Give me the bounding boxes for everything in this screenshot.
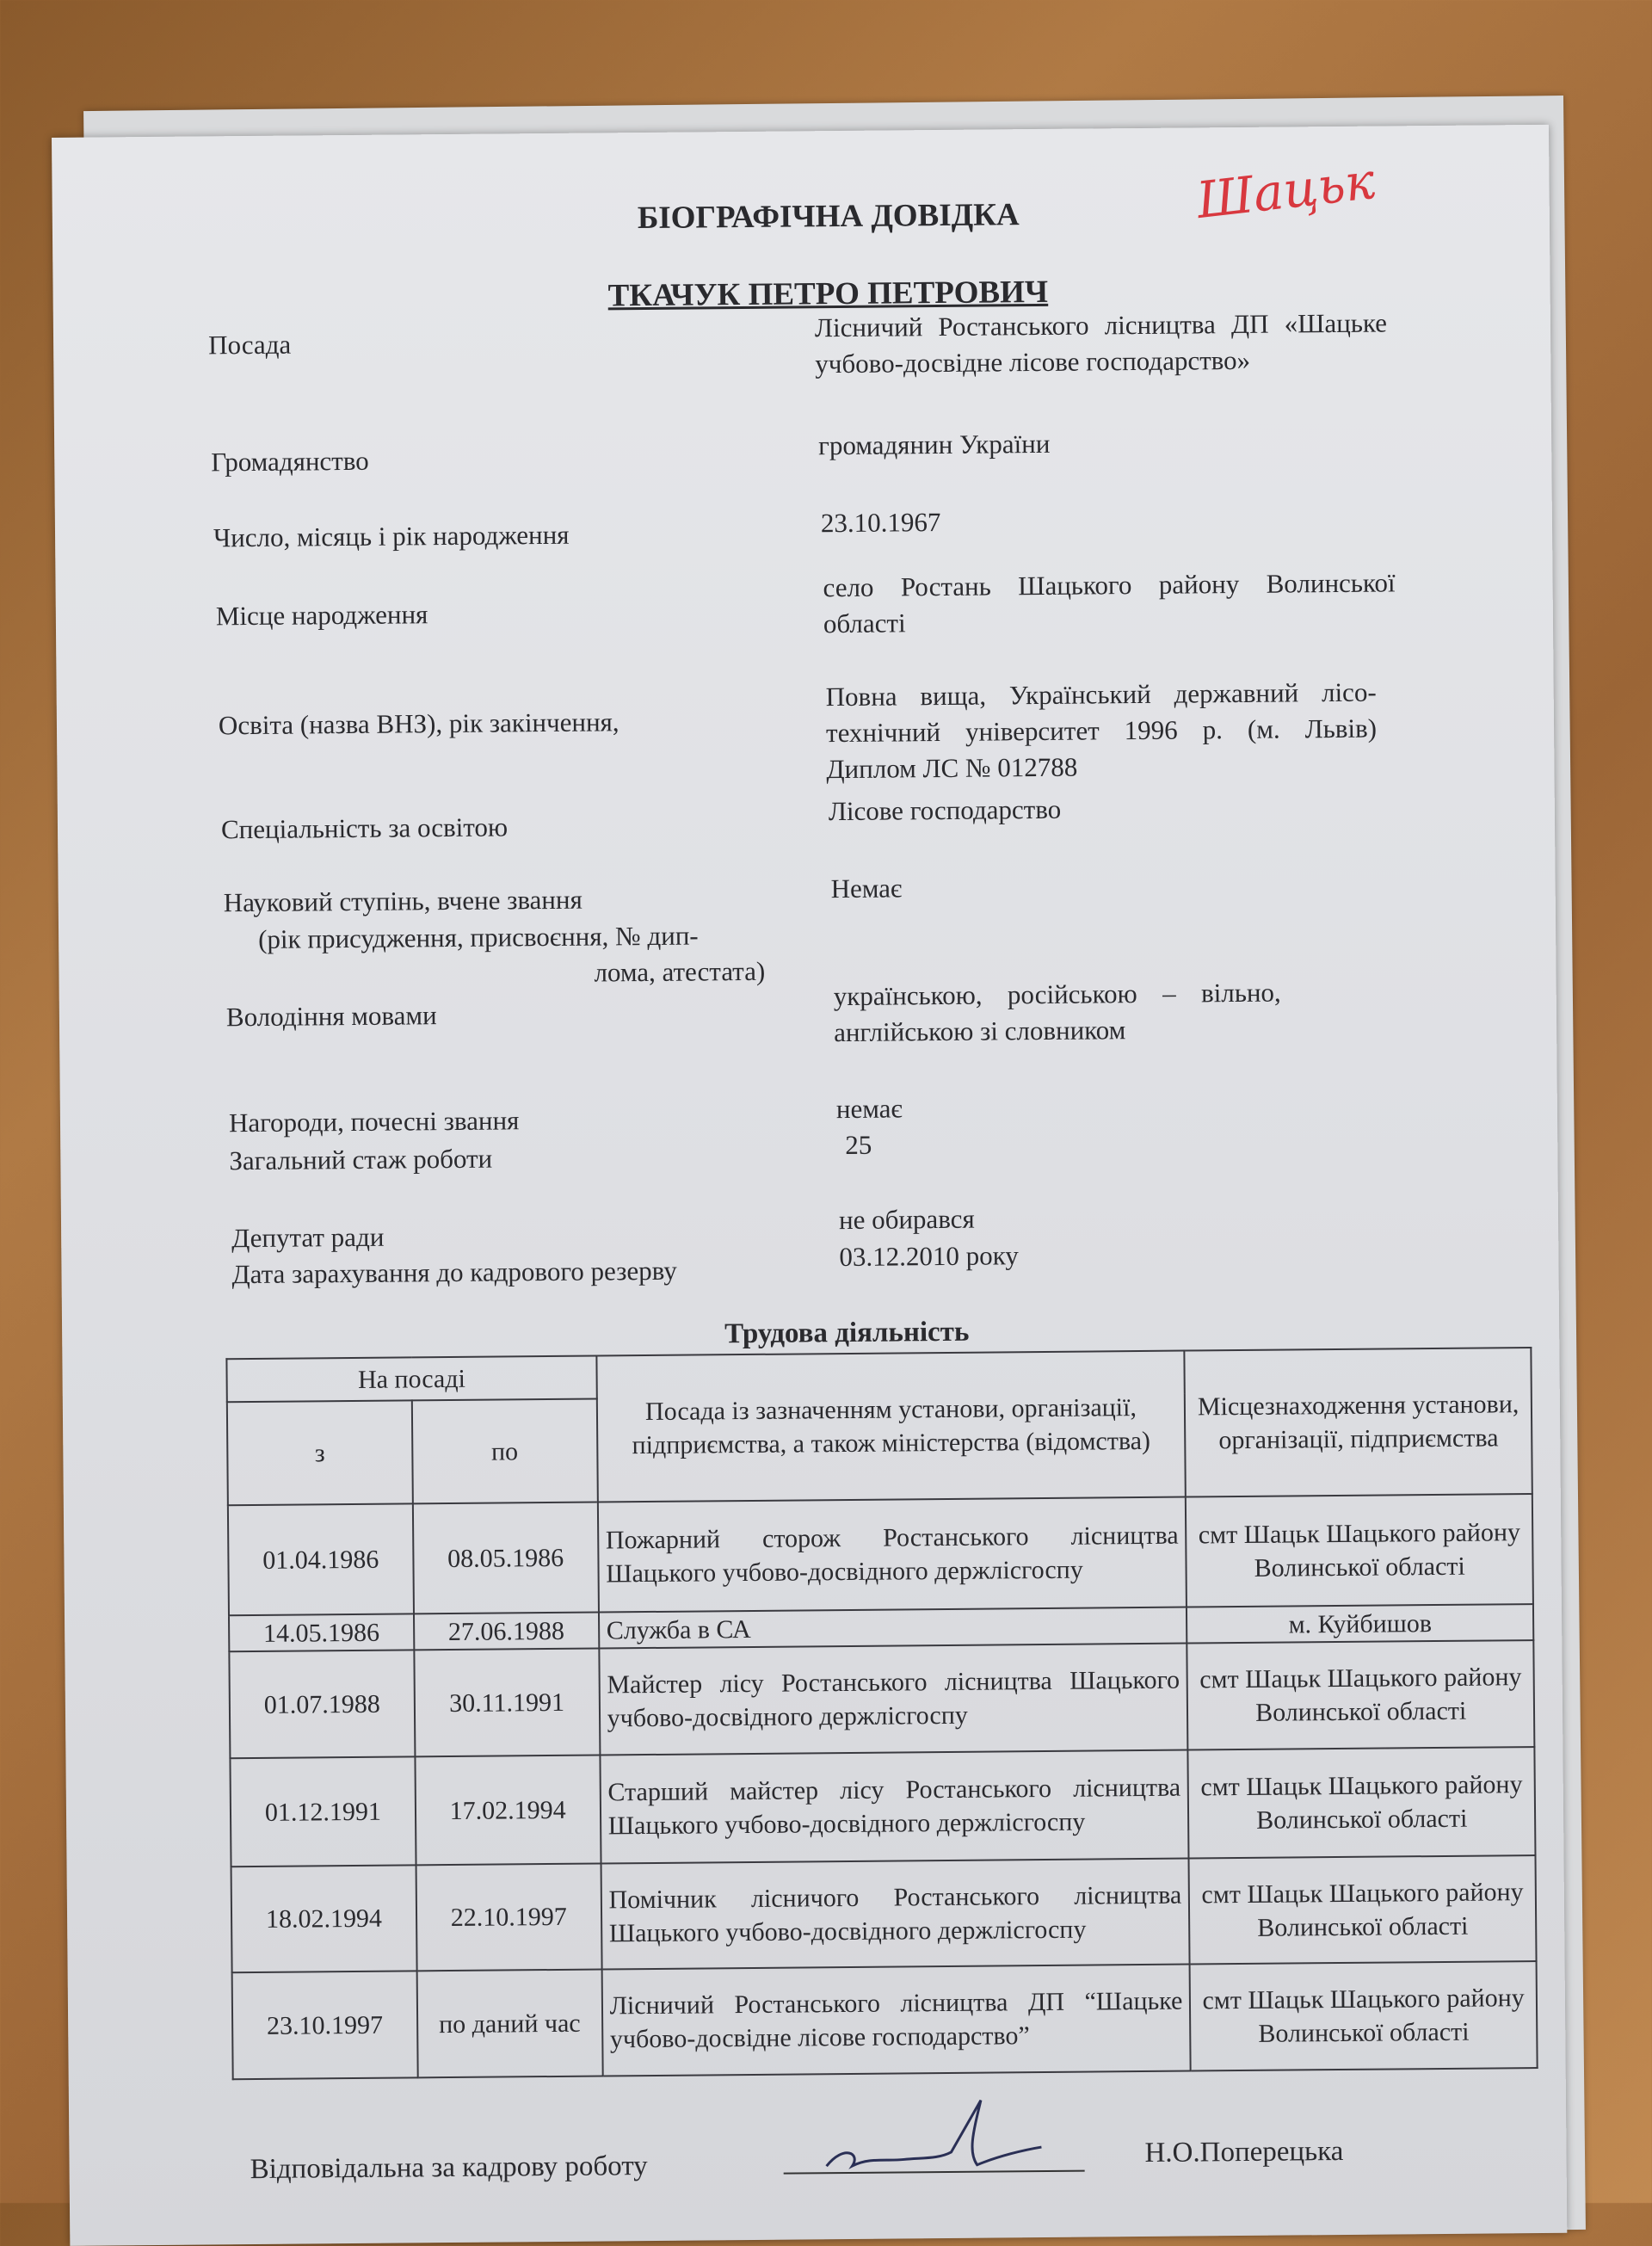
value-awards: немає bbox=[835, 1093, 903, 1125]
work-position: Старший майстер лісу Ростанського лісництва Шацького учбово-досвідного держлісгоспу bbox=[600, 1750, 1189, 1864]
work-date-to: 17.02.1994 bbox=[415, 1755, 601, 1866]
value-experience: 25 bbox=[845, 1129, 872, 1160]
value-citizenship: громадянин України bbox=[818, 428, 1051, 461]
label-awards: Нагороди, почесні звання bbox=[228, 1105, 520, 1138]
label-reserve-date: Дата зарахування до кадрового резерву bbox=[231, 1255, 677, 1290]
work-location: смт Шацьк Шацького району Волинської області bbox=[1189, 1855, 1537, 1965]
label-degree: Науковий ступінь, вчене звання bbox=[223, 884, 583, 918]
work-date-from: 01.04.1986 bbox=[228, 1503, 414, 1615]
label-education: Освіта (назва ВНЗ), рік закінчення, bbox=[218, 707, 620, 741]
work-position: Пожарний сторож Ростанського лісництва Шацького учбово-досвідного держлісгоспу bbox=[598, 1497, 1187, 1613]
work-history-table bbox=[225, 1347, 1538, 2080]
work-position: Майстер лісу Ростанського лісництва Шацького учбово-досвідного держлісгоспу bbox=[599, 1644, 1188, 1755]
responsible-label: Відповідальна за кадрову роботу bbox=[250, 2150, 648, 2186]
work-date-from: 23.10.1997 bbox=[232, 1971, 418, 2079]
work-row bbox=[228, 1494, 1533, 1615]
work-location: смт Шацьк Шацького району Волинської області bbox=[1186, 1494, 1533, 1607]
work-date-from: 01.07.1988 bbox=[229, 1650, 415, 1758]
work-date-from: 18.02.1994 bbox=[231, 1865, 417, 1972]
label-deputy: Депутат ради bbox=[231, 1221, 385, 1254]
work-row bbox=[229, 1640, 1534, 1758]
signature bbox=[809, 2082, 1051, 2187]
value-education: Повна вища, Український державний лісо-технічний університет 1996 р. (м. Львів) Диплом ЛС № 012788 bbox=[825, 676, 1378, 784]
document-title: БІОГРАФІЧНА ДОВІДКА bbox=[637, 197, 1020, 237]
work-date-from: 01.12.1991 bbox=[230, 1756, 416, 1867]
header-period: На посаді bbox=[226, 1356, 596, 1403]
value-degree: Немає bbox=[830, 873, 903, 904]
label-degree-note-1: (рік присудження, присвоєння, № дип- bbox=[257, 920, 699, 954]
work-location: смт Шацьк Шацького району Волинської області bbox=[1188, 1747, 1536, 1859]
label-citizenship: Громадянство bbox=[211, 445, 369, 478]
work-location: смт Шацьк Шацького району Волинської області bbox=[1190, 1961, 1538, 2071]
label-position: Посада bbox=[207, 329, 292, 361]
work-position: Лісничий Ростанського лісництва ДП “Шацьке учбово-досвідне лісове господарство” bbox=[601, 1965, 1191, 2076]
label-languages: Володіння мовами bbox=[225, 1000, 437, 1033]
value-birth-place: село Ростань Шацького району Волинської області bbox=[823, 567, 1396, 639]
work-position: Служба в СА bbox=[599, 1607, 1187, 1649]
handwritten-note: Шацьк bbox=[1193, 151, 1378, 231]
work-date-to: 27.06.1988 bbox=[414, 1613, 599, 1651]
value-position: Лісничий Ростанського лісництва ДП «Шацьке учбово-досвідне лісове господарство» bbox=[814, 307, 1388, 379]
label-birth-place: Місце народження bbox=[215, 599, 428, 632]
header-location: Місцезнаходження установи, організації, підприємства bbox=[1185, 1348, 1532, 1497]
work-date-to: 22.10.1997 bbox=[416, 1864, 601, 1971]
work-row bbox=[230, 1747, 1535, 1867]
responsible-name: Н.О.Поперецька bbox=[1144, 2135, 1344, 2169]
value-birth-date: 23.10.1967 bbox=[820, 506, 941, 539]
work-date-to: 08.05.1986 bbox=[413, 1502, 599, 1614]
work-history-title: Трудова діяльність bbox=[724, 1316, 970, 1350]
work-position: Помічник лісничого Ростанського лісництва Шацького учбово-досвідного держлісгоспу bbox=[601, 1859, 1190, 1970]
work-date-from: 14.05.1986 bbox=[229, 1614, 414, 1651]
header-from: з bbox=[227, 1400, 413, 1505]
value-specialty: Лісове господарство bbox=[828, 793, 1062, 827]
value-languages: українською, російською – вільно, англійською зі словником bbox=[833, 977, 1281, 1047]
work-date-to: по даний час bbox=[416, 1970, 602, 2078]
label-experience: Загальний стаж роботи bbox=[229, 1143, 493, 1176]
work-location: м. Куйбишов bbox=[1187, 1604, 1533, 1644]
label-birth-date: Число, місяць і рік народження bbox=[213, 519, 570, 553]
document-page bbox=[52, 125, 1567, 2246]
value-deputy: не обирався bbox=[838, 1203, 975, 1236]
header-position: Посада із зазначенням установи, організації, підприємства, а також міністерства (відомства) bbox=[596, 1351, 1186, 1502]
work-row bbox=[232, 1961, 1538, 2079]
work-row bbox=[231, 1855, 1537, 1972]
work-location: смт Шацьк Шацького району Волинської області bbox=[1187, 1640, 1535, 1750]
value-reserve-date: 03.12.2010 року bbox=[839, 1240, 1019, 1273]
header-to: по bbox=[412, 1399, 598, 1504]
label-degree-note-2: лома, атестата) bbox=[594, 955, 766, 988]
person-name: ТКАЧУК ПЕТРО ПЕТРОВИЧ bbox=[607, 274, 1049, 314]
work-date-to: 30.11.1991 bbox=[414, 1649, 600, 1757]
label-specialty: Спеціальність за освітою bbox=[220, 811, 509, 845]
